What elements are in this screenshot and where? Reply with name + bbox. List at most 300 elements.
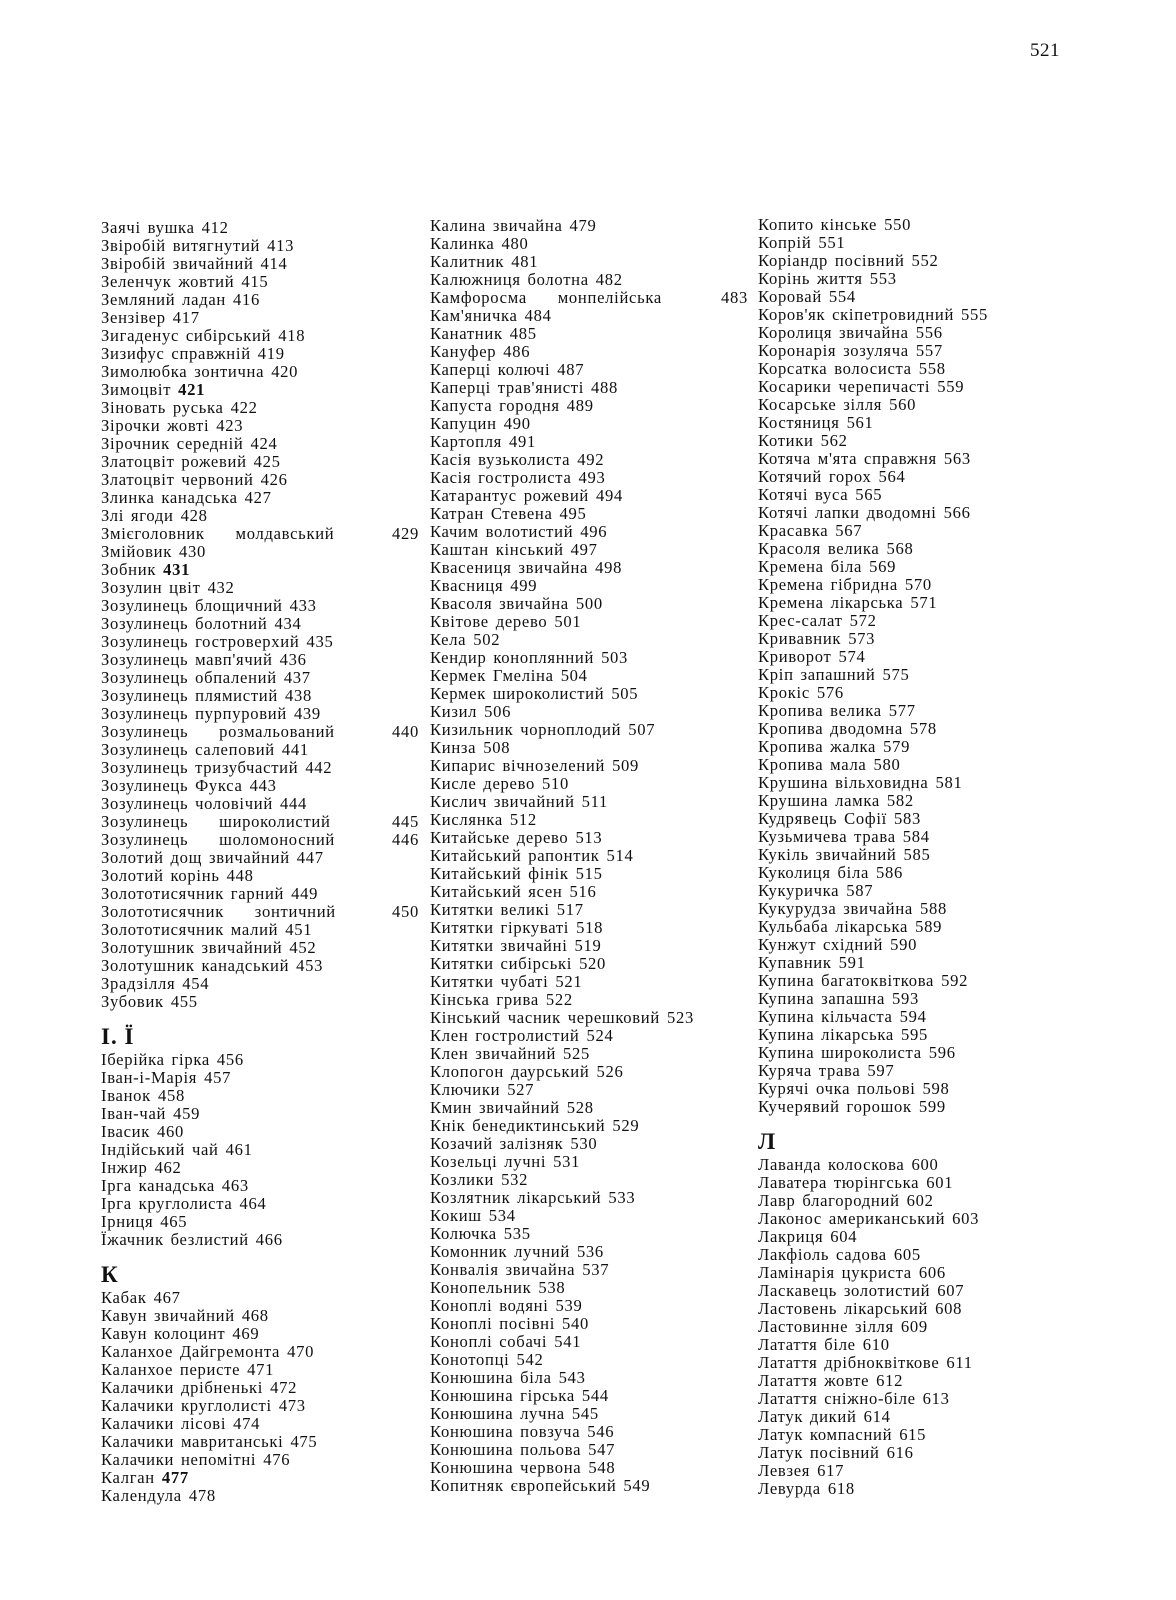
entry-name: Злі ягоди	[101, 506, 174, 525]
index-entry	[101, 633, 419, 651]
entry-name: Катарантус рожевий	[430, 486, 589, 505]
entry-page-number: 428	[180, 506, 208, 525]
index-entry	[101, 309, 419, 327]
entry-name: Іван-і-Марія	[101, 1068, 198, 1087]
index-entry	[430, 307, 748, 325]
entry-page-number: 556	[915, 323, 943, 342]
index-entry	[758, 1354, 1076, 1372]
entry-name: Кипарис вічнозелений	[430, 756, 606, 775]
entry-page-number: 554	[828, 287, 856, 306]
index-entry	[101, 1289, 419, 1307]
entry-page-number: 451	[285, 920, 313, 939]
index-entry	[430, 1297, 748, 1315]
index-entry	[101, 1105, 419, 1123]
index-entry	[101, 1379, 419, 1397]
entry-name: Купина лікарська	[758, 1025, 894, 1044]
entry-name: Золотушник звичайний	[101, 938, 283, 957]
entry-page-number: 478	[188, 1486, 216, 1505]
entry-name: Китятки великі	[430, 900, 550, 919]
entry-page-number: 421	[178, 380, 206, 399]
index-entry	[758, 846, 1076, 864]
index-entry	[430, 487, 748, 505]
entry-page-number: 583	[893, 809, 921, 828]
entry-page-number: 528	[566, 1098, 594, 1117]
entry-name: Котячі вуса	[758, 485, 849, 504]
index-entry	[430, 613, 748, 631]
entry-name: Китятки звичайні	[430, 936, 568, 955]
entry-page-number: 444	[279, 794, 307, 813]
entry-name: Золотий дощ звичайний	[101, 848, 290, 867]
index-entry	[758, 558, 1076, 576]
entry-name: Каштан кінський	[430, 540, 564, 559]
entry-page-number: 517	[556, 900, 584, 919]
index-entry	[430, 1009, 748, 1027]
entry-name: Коронарія зозуляча	[758, 341, 909, 360]
entry-name: Китятки сибірські	[430, 954, 573, 973]
entry-name: Копито кінське	[758, 215, 878, 234]
entry-name: Кизил	[430, 702, 478, 721]
index-entry	[101, 579, 419, 597]
index-entry	[430, 253, 748, 271]
entry-page-number: 614	[863, 1407, 891, 1426]
entry-page-number: 472	[270, 1378, 298, 1397]
entry-name: Інжир	[101, 1158, 148, 1177]
entry-name: Клен гостролистий	[430, 1026, 580, 1045]
entry-name: Калинка	[430, 234, 495, 253]
entry-page-number: 457	[204, 1068, 232, 1087]
entry-name: Колючка	[430, 1224, 497, 1243]
index-entry	[101, 1343, 419, 1361]
index-entry	[430, 1333, 748, 1351]
index-entry	[430, 1135, 748, 1153]
entry-page-number: 591	[838, 953, 866, 972]
index-entry	[101, 1123, 419, 1141]
index-entry	[101, 741, 419, 759]
entry-page-number: 593	[892, 989, 920, 1008]
index-entry	[101, 1087, 419, 1105]
entry-page-number: 600	[911, 1155, 939, 1174]
entry-name: Ірга канадська	[101, 1176, 215, 1195]
index-entry	[430, 523, 748, 541]
entry-page-number: 564	[878, 467, 906, 486]
index-entry	[758, 684, 1076, 702]
entry-name: Кучерявий горошок	[758, 1097, 912, 1116]
entry-page-number: 570	[904, 575, 932, 594]
index-entry	[101, 417, 419, 435]
index-entry	[430, 415, 748, 433]
entry-page-number: 549	[623, 1476, 651, 1495]
index-entry	[758, 702, 1076, 720]
index-entry	[758, 1008, 1076, 1026]
entry-name: Календула	[101, 1486, 182, 1505]
index-entry	[101, 399, 419, 417]
entry-page-number: 461	[225, 1140, 253, 1159]
entry-name: Косарики черепичасті	[758, 377, 931, 396]
entry-page-number: 572	[849, 611, 877, 630]
entry-page-number: 437	[283, 668, 311, 687]
entry-page-number: 535	[503, 1224, 531, 1243]
entry-name: Коров'як скіпетровидний	[758, 305, 955, 324]
entry-page-number: 474	[233, 1414, 261, 1433]
entry-page-number: 611	[946, 1353, 973, 1372]
entry-page-number: 585	[903, 845, 931, 864]
entry-name: Кульбаба лікарська	[758, 917, 909, 936]
entry-name: Зіновать руська	[101, 398, 224, 417]
index-entry	[430, 289, 748, 307]
entry-page-number: 441	[281, 740, 309, 759]
entry-page-number: 524	[586, 1026, 614, 1045]
entry-page-number: 595	[900, 1025, 928, 1044]
entry-page-number: 559	[937, 377, 965, 396]
entry-page-number: 483	[721, 288, 748, 307]
entry-page-number: 606	[918, 1263, 946, 1282]
entry-name: Золототисячник малий	[101, 920, 279, 939]
index-entry	[430, 235, 748, 253]
entry-name: Клен звичайний	[430, 1044, 557, 1063]
entry-name: Змійовик	[101, 542, 172, 561]
entry-name: Корінь життя	[758, 269, 863, 288]
index-entry	[430, 1405, 748, 1423]
index-entry	[101, 1325, 419, 1343]
entry-page-number: 454	[182, 974, 210, 993]
index-entry	[430, 325, 748, 343]
entry-page-number: 618	[827, 1479, 855, 1498]
entry-page-number: 596	[928, 1043, 956, 1062]
entry-name: Зірочки жовті	[101, 416, 210, 435]
index-entry	[101, 1361, 419, 1379]
index-entry	[430, 433, 748, 451]
entry-page-number: 477	[161, 1468, 189, 1487]
index-entry	[758, 990, 1076, 1008]
index-entry	[758, 234, 1076, 252]
entry-name: Кудрявець Софії	[758, 809, 887, 828]
index-entry	[758, 738, 1076, 756]
entry-page-number: 429	[392, 524, 419, 543]
entry-page-number: 490	[503, 414, 531, 433]
index-entry	[101, 687, 419, 705]
index-entry	[430, 793, 748, 811]
entry-name: Ластовень лікарський	[758, 1299, 929, 1318]
entry-name: Крушина ламка	[758, 791, 880, 810]
entry-page-number: 476	[263, 1450, 291, 1469]
entry-page-number: 520	[579, 954, 607, 973]
entry-name: Конотопці	[430, 1350, 510, 1369]
entry-name: Кропива жалка	[758, 737, 877, 756]
entry-name: Калитник	[430, 252, 505, 271]
index-entry	[101, 1159, 419, 1177]
entry-page-number: 488	[591, 378, 619, 397]
index-entry	[430, 775, 748, 793]
index-entry	[430, 1423, 748, 1441]
entry-page-number: 466	[255, 1230, 283, 1249]
entry-page-number: 613	[922, 1389, 950, 1408]
entry-name: Квітове дерево	[430, 612, 548, 631]
entry-name: Каланхое перисте	[101, 1360, 241, 1379]
index-entry	[101, 975, 419, 993]
entry-name: Калина звичайна	[430, 216, 563, 235]
entry-page-number: 529	[612, 1116, 640, 1135]
entry-page-number: 470	[287, 1342, 315, 1361]
index-entry	[758, 972, 1076, 990]
index-column-1	[101, 219, 419, 1505]
entry-page-number: 560	[889, 395, 917, 414]
entry-page-number: 588	[920, 899, 947, 918]
entry-name: Конюшина біла	[430, 1368, 552, 1387]
entry-page-number: 430	[178, 542, 206, 561]
entry-name: Козлятник лікарський	[430, 1188, 602, 1207]
index-entry	[101, 561, 419, 579]
entry-page-number: 456	[216, 1050, 244, 1069]
index-column-3	[758, 216, 1076, 1498]
entry-name: Ламінарія цукриста	[758, 1263, 912, 1282]
entry-page-number: 505	[611, 684, 639, 703]
entry-name: Зозулинець блощичний	[101, 596, 283, 615]
entry-page-number: 597	[867, 1061, 895, 1080]
entry-page-number: 471	[247, 1360, 275, 1379]
entry-page-number: 604	[830, 1227, 858, 1246]
index-entry	[758, 1264, 1076, 1282]
entry-page-number: 514	[606, 846, 634, 865]
entry-name: Калган	[101, 1468, 155, 1487]
entry-name: Квасениця звичайна	[430, 558, 589, 577]
entry-name: Канатник	[430, 324, 503, 343]
index-entry	[430, 865, 748, 883]
entry-name: Іван-чай	[101, 1104, 167, 1123]
entry-name: Куколиця біла	[758, 863, 870, 882]
index-entry	[758, 360, 1076, 378]
index-entry	[101, 1069, 419, 1087]
entry-page-number: 435	[306, 632, 334, 651]
entry-name: Конюшина лучна	[430, 1404, 565, 1423]
entry-page-number: 412	[201, 218, 229, 237]
entry-name: Кермек Гмеліна	[430, 666, 554, 685]
entry-name: Зозулин цвіт	[101, 578, 201, 597]
entry-page-number: 598	[922, 1079, 950, 1098]
entry-page-number: 491	[509, 432, 537, 451]
entry-page-number: 432	[207, 578, 235, 597]
entry-page-number: 446	[392, 830, 419, 849]
page-number: 521	[1030, 40, 1060, 61]
entry-page-number: 460	[157, 1122, 185, 1141]
index-entry	[430, 1153, 748, 1171]
entry-page-number: 510	[542, 774, 569, 793]
entry-page-number: 602	[906, 1191, 934, 1210]
entry-name: Котячі лапки дводомні	[758, 503, 937, 522]
entry-name: Індійський чай	[101, 1140, 219, 1159]
index-entry	[101, 363, 419, 381]
entry-page-number: 616	[886, 1443, 914, 1462]
entry-name: Конюшина повзуча	[430, 1422, 581, 1441]
index-entry	[758, 1318, 1076, 1336]
index-entry	[101, 291, 419, 309]
entry-page-number: 547	[588, 1440, 616, 1459]
index-entry	[430, 667, 748, 685]
entry-name: Купина широколиста	[758, 1043, 922, 1062]
index-entry	[758, 288, 1076, 306]
entry-name: Зозулинець плямистий	[101, 686, 278, 705]
index-entry	[101, 273, 419, 291]
entry-name: Зозулинець салеповий	[101, 740, 275, 759]
entry-page-number: 484	[524, 306, 552, 325]
index-entry	[758, 522, 1076, 540]
index-entry	[758, 774, 1076, 792]
entry-page-number: 518	[576, 918, 604, 937]
entry-page-number: 531	[553, 1152, 581, 1171]
entry-name: Кунжут східний	[758, 935, 884, 954]
index-entry	[101, 471, 419, 489]
entry-page-number: 590	[890, 935, 918, 954]
entry-page-number: 469	[232, 1324, 260, 1343]
entry-page-number: 567	[835, 521, 863, 540]
entry-page-number: 533	[608, 1188, 636, 1207]
index-entry	[101, 1213, 419, 1231]
index-entry	[101, 1231, 419, 1249]
entry-name: Клопогон даурський	[430, 1062, 590, 1081]
index-entry	[758, 324, 1076, 342]
index-entry	[758, 864, 1076, 882]
entry-page-number: 610	[862, 1335, 890, 1354]
index-entry	[758, 540, 1076, 558]
index-entry	[101, 1177, 419, 1195]
entry-name: Латаття жовте	[758, 1371, 870, 1390]
entry-name: Конюшина польова	[430, 1440, 582, 1459]
entry-page-number: 500	[575, 594, 603, 613]
entry-name: Котики	[758, 431, 814, 450]
entry-name: Конюшина гірська	[430, 1386, 575, 1405]
entry-name: Латаття дрібноквіткове	[758, 1353, 940, 1372]
entry-name: Комонник лучний	[430, 1242, 570, 1261]
entry-name: Зрадзілля	[101, 974, 176, 993]
index-entry	[758, 468, 1076, 486]
entry-name: Зимоцвіт	[101, 380, 172, 399]
entry-name: Звіробій витягнутий	[101, 236, 261, 255]
entry-page-number: 513	[575, 828, 603, 847]
entry-page-number: 424	[250, 434, 278, 453]
index-entry	[758, 396, 1076, 414]
entry-name: Крокіс	[758, 683, 810, 702]
entry-page-number: 534	[488, 1206, 516, 1225]
index-entry	[430, 271, 748, 289]
index-entry	[758, 720, 1076, 738]
entry-page-number: 495	[559, 504, 587, 523]
entry-name: Копитняк європейський	[430, 1476, 617, 1495]
entry-page-number: 479	[569, 216, 597, 235]
entry-page-number: 447	[296, 848, 324, 867]
entry-page-number: 433	[289, 596, 317, 615]
entry-name: Зозулинець пурпуровий	[101, 704, 287, 723]
entry-page-number: 617	[817, 1461, 845, 1480]
entry-name: Кнік бенедиктинський	[430, 1116, 606, 1135]
entry-name: Зигаденус сибірський	[101, 326, 272, 345]
entry-page-number: 568	[886, 539, 914, 558]
entry-name: Кропива дводомна	[758, 719, 903, 738]
entry-name: Калачики лісові	[101, 1414, 227, 1433]
entry-name: Куряча трава	[758, 1061, 861, 1080]
entry-page-number: 539	[555, 1296, 583, 1315]
entry-name: Їжачник безлистий	[101, 1230, 249, 1249]
index-entry	[101, 723, 419, 741]
entry-page-number: 519	[574, 936, 602, 955]
entry-page-number: 458	[157, 1086, 185, 1105]
index-entry	[101, 381, 419, 399]
index-entry	[430, 649, 748, 667]
entry-name: Лаватера тюрінгська	[758, 1173, 920, 1192]
entry-name: Конопельник	[430, 1278, 532, 1297]
entry-name: Звіробій звичайний	[101, 254, 254, 273]
entry-name: Квасоля звичайна	[430, 594, 569, 613]
index-entry	[758, 1372, 1076, 1390]
entry-page-number: 544	[581, 1386, 609, 1405]
index-entry	[758, 936, 1076, 954]
index-entry	[101, 1451, 419, 1469]
index-entry	[758, 1408, 1076, 1426]
entry-page-number: 526	[596, 1062, 624, 1081]
entry-page-number: 553	[869, 269, 897, 288]
entry-page-number: 487	[557, 360, 585, 379]
entry-page-number: 558	[918, 359, 946, 378]
index-entry	[430, 1225, 748, 1243]
index-entry	[101, 957, 419, 975]
index-entry	[430, 217, 748, 235]
entry-name: Коноплі собачі	[430, 1332, 548, 1351]
entry-page-number: 561	[846, 413, 874, 432]
index-entry	[101, 1397, 419, 1415]
index-entry	[101, 1195, 419, 1213]
entry-name: Калачики непомітні	[101, 1450, 257, 1469]
index-entry	[758, 612, 1076, 630]
entry-name: Кремена лікарська	[758, 593, 904, 612]
index-entry	[430, 631, 748, 649]
entry-name: Іберійка гірка	[101, 1050, 210, 1069]
entry-name: Кузьмичева трава	[758, 827, 896, 846]
entry-page-number: 546	[587, 1422, 615, 1441]
index-entry	[430, 883, 748, 901]
entry-page-number: 493	[578, 468, 606, 487]
entry-page-number: 582	[886, 791, 914, 810]
index-entry	[430, 955, 748, 973]
index-entry	[758, 756, 1076, 774]
entry-name: Кинза	[430, 738, 477, 757]
index-entry	[758, 1336, 1076, 1354]
entry-page-number: 512	[509, 810, 537, 829]
entry-name: Зобник	[101, 560, 157, 579]
entry-name: Козлики	[430, 1170, 495, 1189]
entry-page-number: 468	[241, 1306, 269, 1325]
entry-page-number: 577	[888, 701, 916, 720]
entry-name: Капуцин	[430, 414, 497, 433]
index-entry	[430, 1027, 748, 1045]
index-entry	[758, 1174, 1076, 1192]
entry-name: Лакриця	[758, 1227, 824, 1246]
entry-name: Золототисячник гарний	[101, 884, 285, 903]
entry-page-number: 496	[580, 522, 608, 541]
index-entry	[758, 216, 1076, 234]
index-entry	[430, 1387, 748, 1405]
entry-name: Котяча м'ята справжня	[758, 449, 937, 468]
index-entry	[101, 831, 419, 849]
entry-name: Зозулинець розмальований	[101, 722, 335, 741]
entry-page-number: 450	[392, 902, 419, 921]
entry-name: Зозулинець мавп'ячий	[101, 650, 273, 669]
index-entry	[430, 1117, 748, 1135]
entry-page-number: 423	[216, 416, 244, 435]
entry-name: Конвалія звичайна	[430, 1260, 576, 1279]
entry-name: Зозулинець широколистий	[101, 812, 331, 831]
entry-name: Кропива велика	[758, 701, 882, 720]
index-entry	[101, 327, 419, 345]
entry-page-number: 552	[911, 251, 939, 270]
index-entry	[758, 1192, 1076, 1210]
